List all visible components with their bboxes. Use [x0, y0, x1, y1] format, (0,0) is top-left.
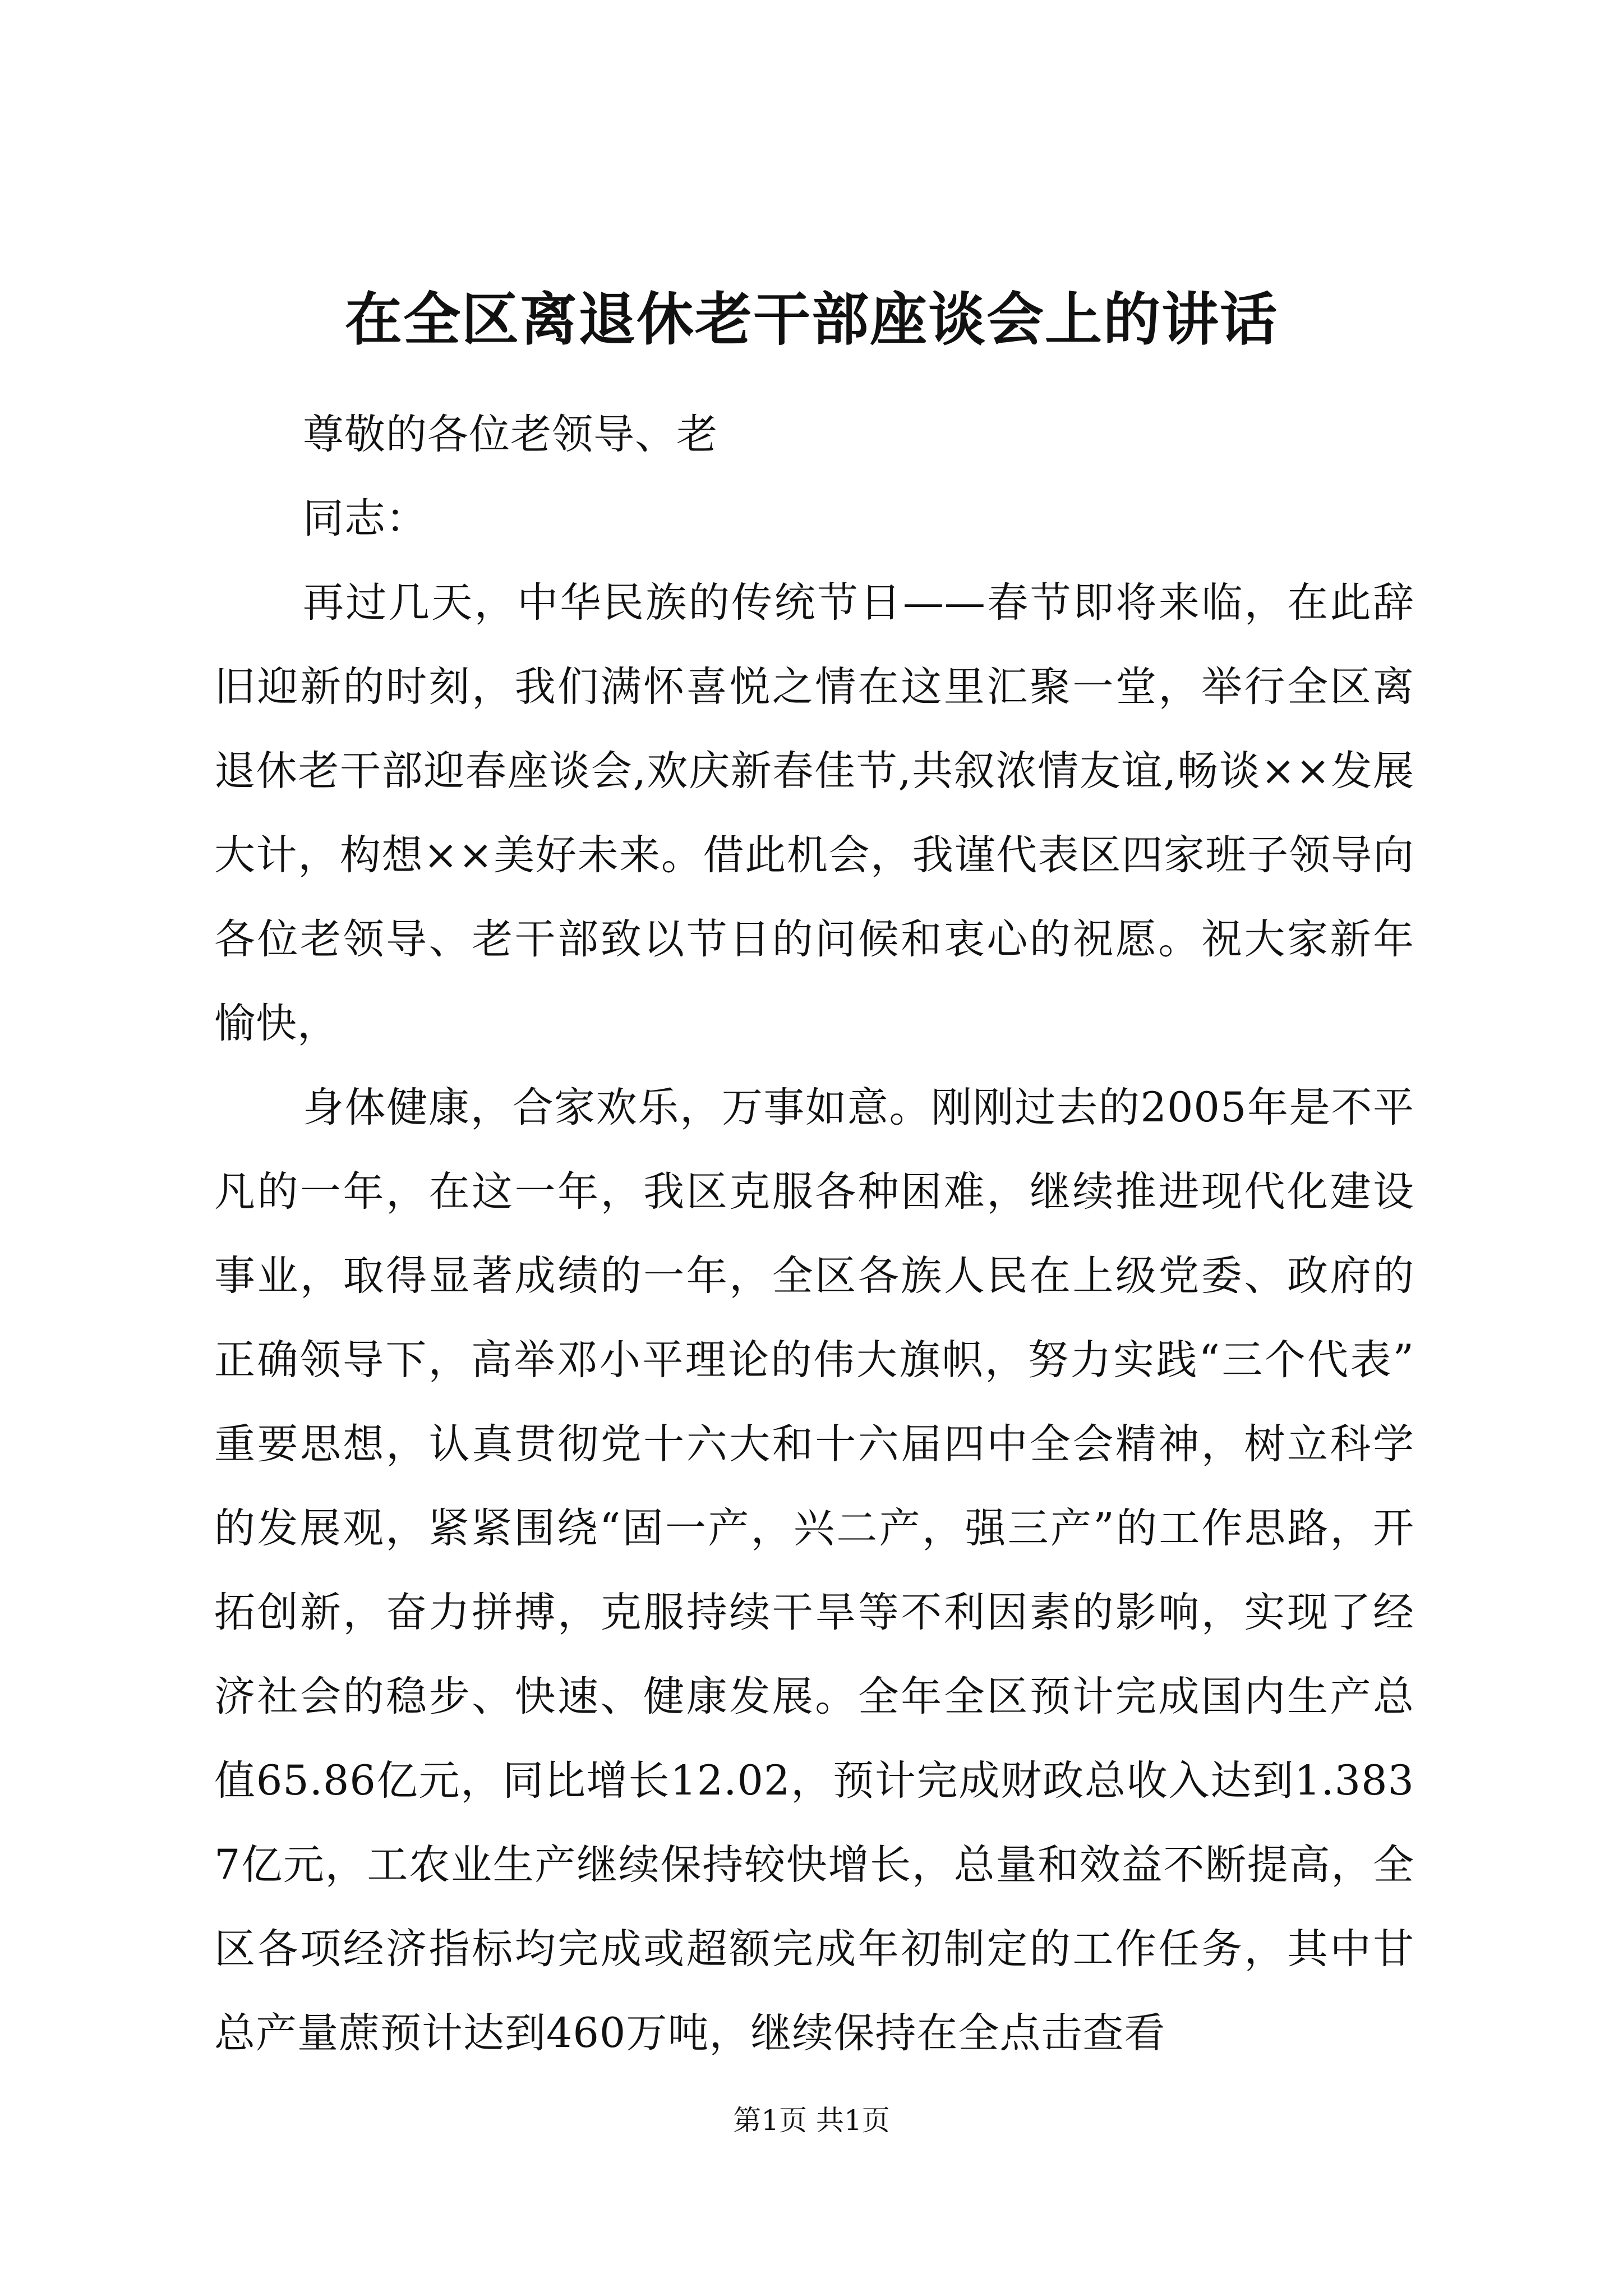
- salutation: [214, 393, 1414, 561]
- document-body: [214, 561, 1414, 2076]
- salutation-line-2: 同志：: [303, 495, 427, 542]
- salutation-line-1: 尊敬的各位老领导、老: [303, 411, 718, 458]
- body-paragraph-2: 身体健康，合家欢乐，万事如意。刚刚过去的2005年是不平凡的一年，在这一年，我区克服各种困难，继续推进现代化建设事业，取得显著成绩的一年，全区各族人民在上级党委、政府的正确领导下，高举邓小平理论的伟大旗帜，努力实践“三个代表”重要思想，认真贯彻党十六大和十六届四中全会精神，树立科学的发展观，紧紧围绕“固一产，兴二产，强三产”的工作思路，开拓创新，奋力拼搏，克服持续干旱等不利因素的影响，实现了经济社会的稳步、快速、健康发展。全年全区预计完成国内生产总值65.86亿元，同比增长12.02，预计完成财政总收入达到1.3837亿元，工农业生产继续保持较快增长，总量和效益不断提高，全区各项经济指标均完成或超额完成年初制定的工作任务，其中甘总产量蔗预计达到460万吨，继续保持在全点击查看: [214, 1084, 1414, 2057]
- body-paragraph-1: 再过几天，中华民族的传统节日——春节即将来临，在此辞旧迎新的时刻，我们满怀喜悦之情在这里汇聚一堂，举行全区离退休老干部迎春座谈会,欢庆新春佳节,共叙浓情友谊,畅谈××发展大计，构想××美好未来。借此机会，我谨代表区四家班子领导向各位老领导、老干部致以节日的问候和衷心的祝愿。祝大家新年愉快，: [214, 579, 1414, 1047]
- document-title: 在全区离退休老干部座谈会上的讲话: [345, 286, 1278, 353]
- page-footer: 第1页 共1页: [733, 2104, 890, 2137]
